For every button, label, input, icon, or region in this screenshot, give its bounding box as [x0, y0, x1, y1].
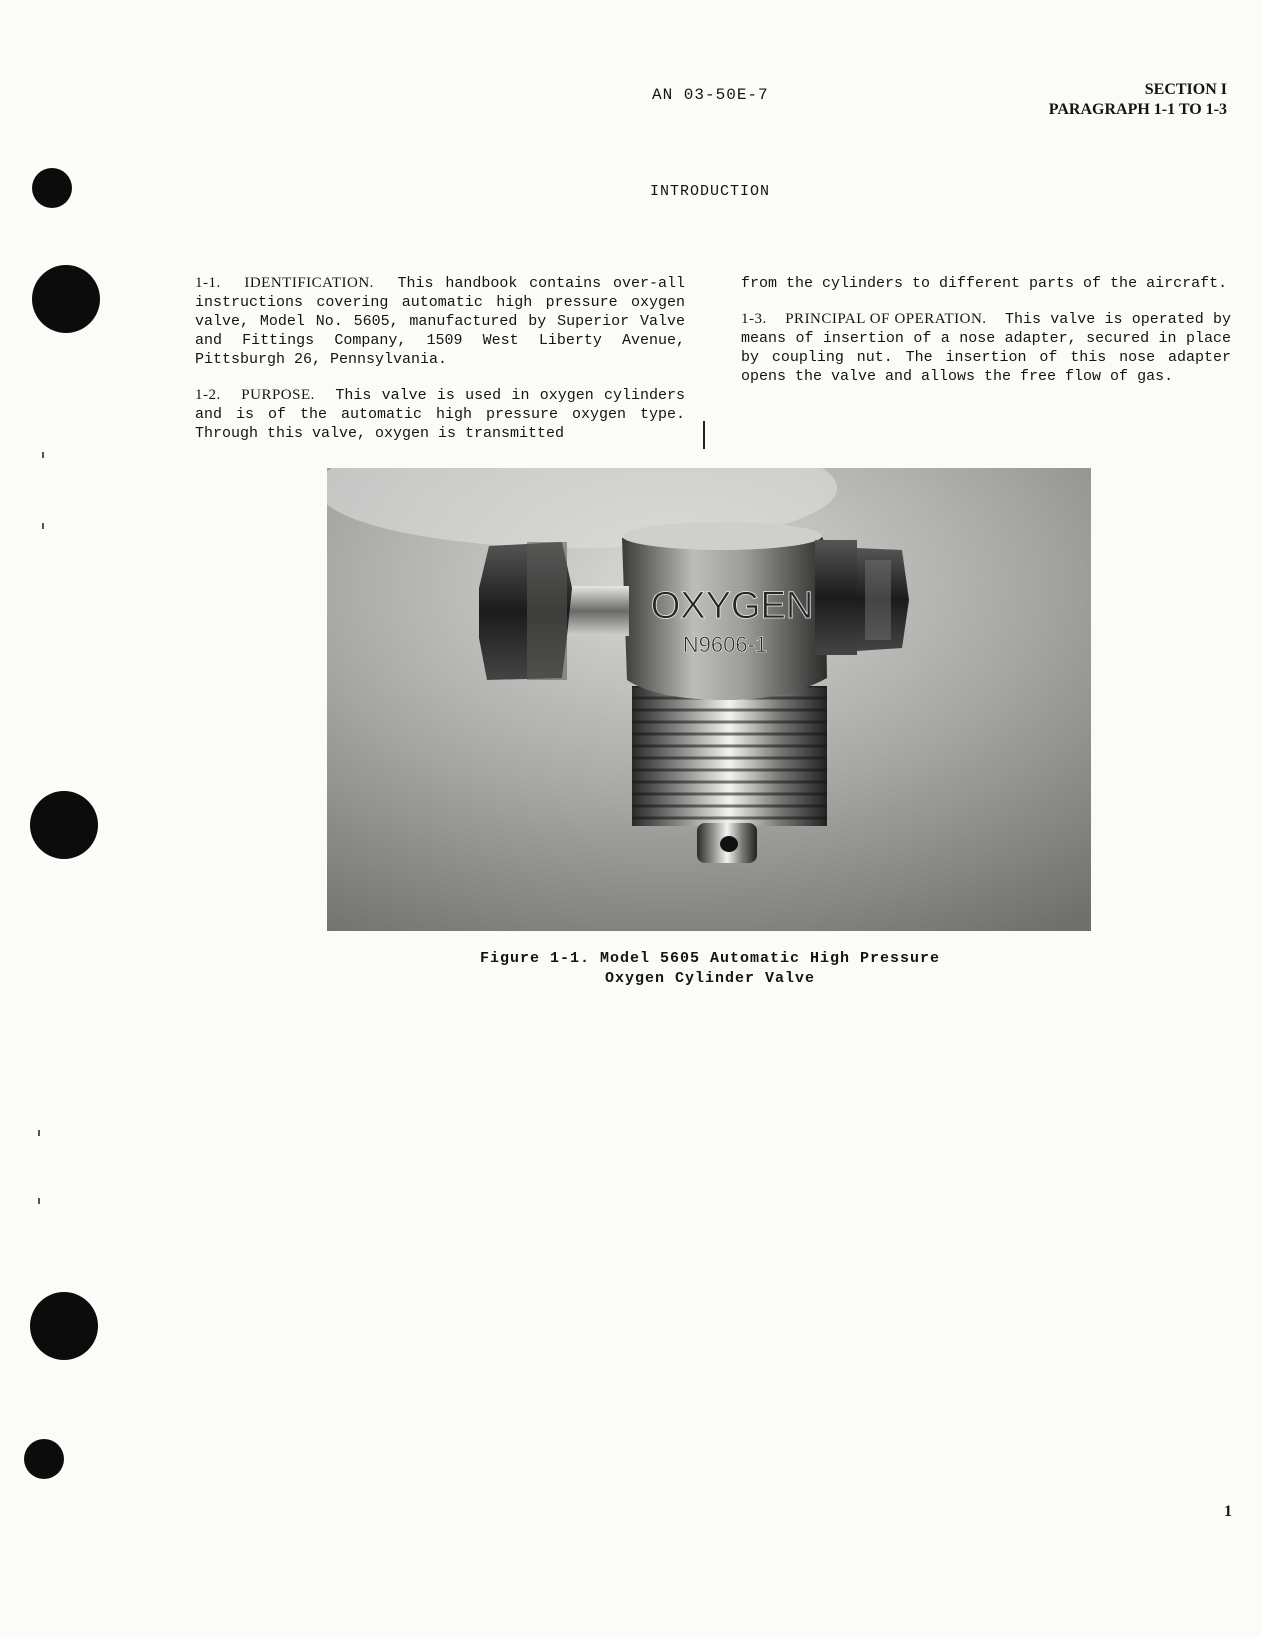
paragraph-heading: PRINCIPAL OF OPERATION. [785, 311, 987, 327]
paragraph-purpose [195, 386, 685, 443]
valve-photograph [327, 468, 1091, 931]
figure-caption [0, 949, 1261, 989]
section-header [1049, 80, 1227, 120]
paragraph-text: This valve is operated by means of insertion of a nose adapter, secured in place by coupling nut. The insertion of this nose adapter opens the valve and allows the free flow of gas. [741, 311, 1231, 385]
margin-mark [42, 452, 44, 458]
paragraph-purpose-continued [741, 274, 1231, 293]
paragraph-range: PARAGRAPH 1-1 TO 1-3 [1048, 101, 1227, 118]
valve-engraving-part-number: N9606-1 [682, 632, 768, 657]
paragraph-text: from the cylinders to different parts of the aircraft. [741, 275, 1228, 292]
change-bar [703, 421, 705, 449]
valve-engraving-oxygen: OXYGEN [650, 585, 814, 627]
caption-line-1: Figure 1-1. Model 5605 Automatic High Pressure [479, 950, 941, 967]
margin-mark [38, 1198, 40, 1204]
paragraph-operation [741, 310, 1231, 386]
paragraph-identification [195, 274, 685, 369]
margin-mark [42, 523, 44, 529]
caption-line-2: Oxygen Cylinder Valve [604, 970, 816, 987]
punch-hole [30, 791, 98, 859]
paragraph-number: 1-2. [195, 387, 221, 403]
paragraph-number: 1-3. [741, 311, 767, 327]
paragraph-heading: PURPOSE. [241, 387, 315, 403]
punch-hole [24, 1439, 64, 1479]
page-title: INTRODUCTION [649, 183, 771, 200]
paragraph-heading: IDENTIFICATION. [244, 275, 374, 291]
valve-illustration [327, 468, 1091, 931]
paragraph-text: This valve is used in oxygen cylinders and is of the automatic high pressure oxygen type. Through this valve, oxygen is transmitted [195, 387, 685, 442]
margin-mark [38, 1130, 40, 1136]
punch-hole [30, 1292, 98, 1360]
section-label: SECTION I [1144, 81, 1227, 98]
left-column [195, 274, 685, 460]
punch-hole [32, 265, 100, 333]
page-number: 1 [1224, 1503, 1232, 1520]
document-number: AN 03-50E-7 [652, 86, 769, 104]
right-column [741, 274, 1231, 403]
paragraph-text: This handbook contains over-all instructions covering automatic high pressure oxygen valve, Model No. 5605, manufactured by Superior Valve and Fittings Company, 1509 West Liberty Avenue, Pittsburgh 26, Pennsylvania. [195, 275, 685, 368]
paragraph-number: 1-1. [195, 275, 221, 291]
